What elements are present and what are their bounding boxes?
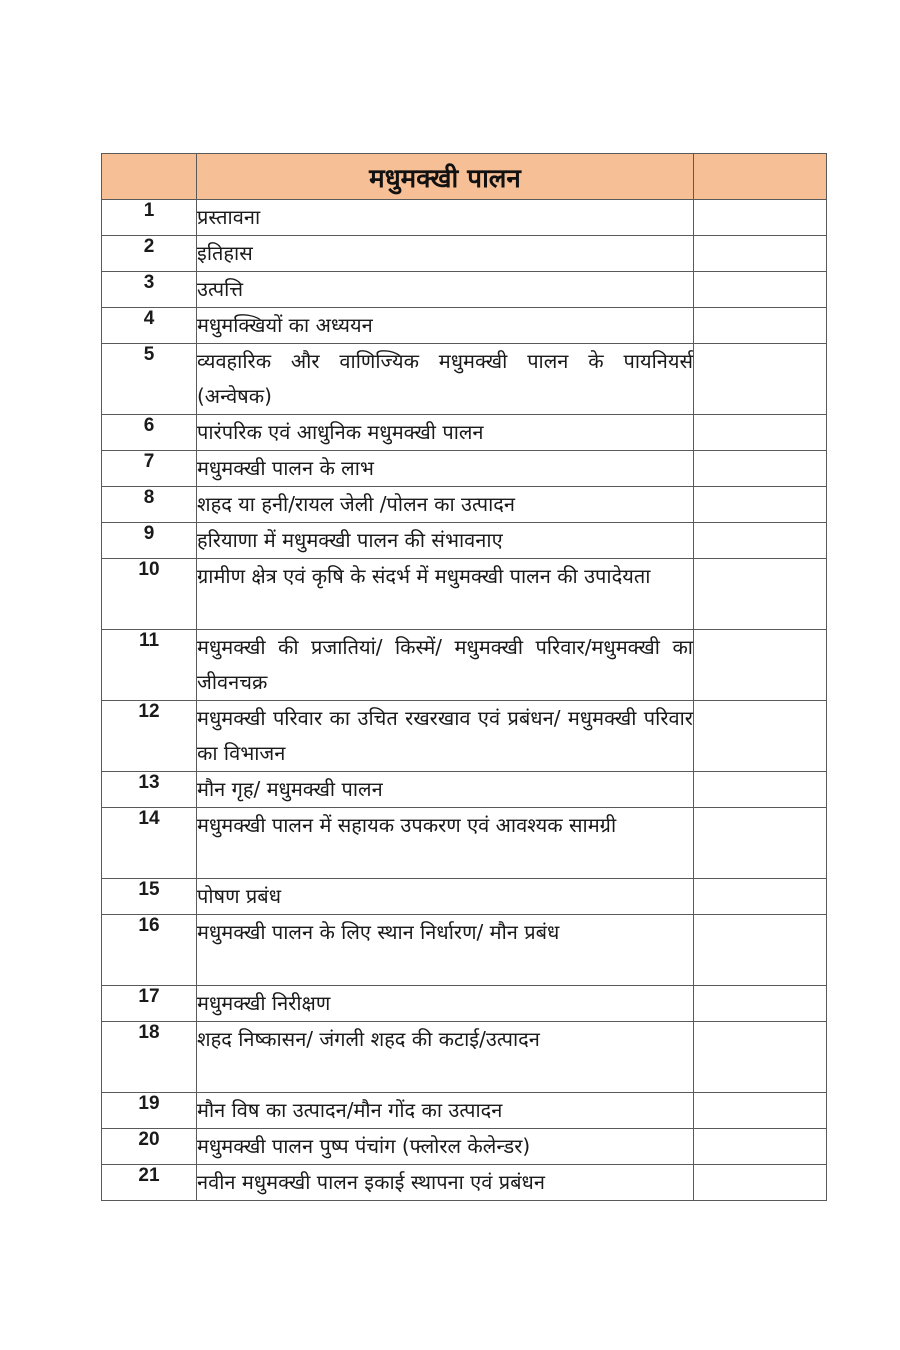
row-page-cell [694,772,827,808]
row-topic: मधुमक्खियों का अध्ययन [197,308,694,344]
row-topic: मौन गृह/ मधुमक्खी पालन [197,772,694,808]
row-number: 15 [102,879,197,915]
table-row [102,1022,827,1093]
table-row [102,1165,827,1201]
table-row [102,1093,827,1129]
row-topic: पारंपरिक एवं आधुनिक मधुमक्खी पालन [197,415,694,451]
table-row [102,451,827,487]
table-row [102,808,827,879]
row-number: 9 [102,523,197,559]
row-page-cell [694,487,827,523]
table-row [102,200,827,236]
row-number: 3 [102,272,197,308]
row-topic: प्रस्तावना [197,200,694,236]
row-number: 7 [102,451,197,487]
document-title: मधुमक्खी पालन [197,154,694,200]
row-topic: व्यवहारिक और वाणिज्यिक मधुमक्खी पालन के पायनियर्स (अन्वेषक) [197,344,694,415]
row-topic: इतिहास [197,236,694,272]
table-row [102,559,827,630]
row-page-cell [694,1165,827,1201]
header-number-cell [102,154,197,200]
table-row [102,415,827,451]
table-row [102,879,827,915]
contents-table [101,153,827,1201]
table-row [102,1129,827,1165]
row-page-cell [694,451,827,487]
header-page-cell [694,154,827,200]
table-row [102,523,827,559]
row-page-cell [694,559,827,630]
table-row [102,986,827,1022]
row-topic: ग्रामीण क्षेत्र एवं कृषि के संदर्भ में मधुमक्खी पालन की उपादेयता [197,559,694,630]
row-number: 2 [102,236,197,272]
row-number: 21 [102,1165,197,1201]
row-page-cell [694,523,827,559]
row-number: 6 [102,415,197,451]
row-page-cell [694,915,827,986]
row-number: 11 [102,630,197,701]
row-number: 16 [102,915,197,986]
row-topic: हरियाणा में मधुमक्खी पालन की संभावनाए [197,523,694,559]
row-number: 13 [102,772,197,808]
row-topic: मौन विष का उत्पादन/मौन गोंद का उत्पादन [197,1093,694,1129]
row-topic: उत्पत्ति [197,272,694,308]
row-number: 1 [102,200,197,236]
row-page-cell [694,1129,827,1165]
row-topic: मधुमक्खी पालन के लाभ [197,451,694,487]
row-page-cell [694,986,827,1022]
row-page-cell [694,272,827,308]
row-topic: मधुमक्खी पालन में सहायक उपकरण एवं आवश्यक सामग्री [197,808,694,879]
row-topic: नवीन मधुमक्खी पालन इकाई स्थापना एवं प्रबंधन [197,1165,694,1201]
row-topic: मधुमक्खी निरीक्षण [197,986,694,1022]
row-topic: शहद निष्कासन/ जंगली शहद की कटाई/उत्पादन [197,1022,694,1093]
table-row [102,915,827,986]
row-number: 17 [102,986,197,1022]
row-number: 5 [102,344,197,415]
row-number: 8 [102,487,197,523]
row-topic: मधुमक्खी पालन पुष्प पंचांग (फ्लोरल केलेन्डर) [197,1129,694,1165]
table-header-row [102,154,827,200]
row-topic: मधुमक्खी की प्रजातियां/ किस्में/ मधुमक्खी परिवार/मधुमक्खी का जीवनचक्र [197,630,694,701]
row-page-cell [694,1093,827,1129]
table-row [102,344,827,415]
table-row [102,772,827,808]
table-row [102,630,827,701]
row-number: 19 [102,1093,197,1129]
row-topic: पोषण प्रबंध [197,879,694,915]
table-row [102,308,827,344]
row-topic: मधुमक्खी परिवार का उचित रखरखाव एवं प्रबंधन/ मधुमक्खी परिवार का विभाजन [197,701,694,772]
row-page-cell [694,879,827,915]
row-page-cell [694,1022,827,1093]
row-page-cell [694,630,827,701]
table-row [102,236,827,272]
row-page-cell [694,344,827,415]
table-row [102,272,827,308]
row-page-cell [694,308,827,344]
row-number: 20 [102,1129,197,1165]
row-number: 14 [102,808,197,879]
row-number: 10 [102,559,197,630]
row-number: 12 [102,701,197,772]
row-page-cell [694,701,827,772]
table-row [102,701,827,772]
row-number: 18 [102,1022,197,1093]
row-number: 4 [102,308,197,344]
row-topic: मधुमक्खी पालन के लिए स्थान निर्धारण/ मौन प्रबंध [197,915,694,986]
row-page-cell [694,236,827,272]
row-topic: शहद या हनी/रायल जेली /पोलन का उत्पादन [197,487,694,523]
row-page-cell [694,415,827,451]
table-row [102,487,827,523]
row-page-cell [694,808,827,879]
row-page-cell [694,200,827,236]
